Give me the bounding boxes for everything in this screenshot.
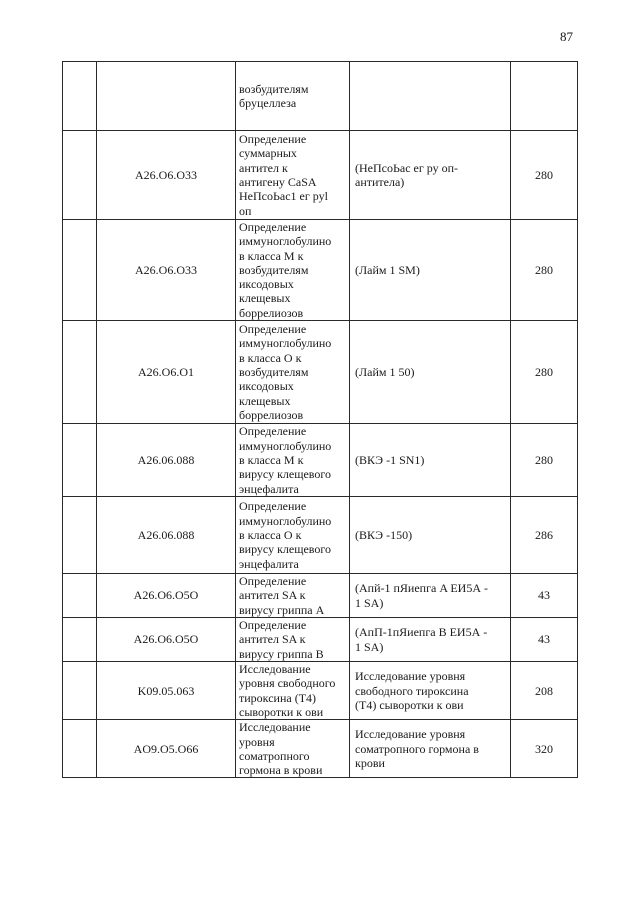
service-price: 280 [511, 424, 578, 497]
service-price: 280 [511, 220, 578, 321]
service-name: Определение иммуноглобулино в класса O к возбудителям иксодовых клещевых боррелиозов [236, 321, 350, 424]
service-name: Определение антител SA к вирусу гриппа B [236, 618, 350, 662]
row-number-cell [63, 62, 97, 131]
service-price: 43 [511, 574, 578, 618]
table-row [63, 662, 578, 720]
table-row [63, 220, 578, 321]
service-name: возбудителям бруцеллеза [236, 62, 350, 131]
service-description: (АпП-1пЯиепга B ЕИ5А - 1 SA) [350, 618, 511, 662]
service-code: A26.O6.O33 [97, 220, 236, 321]
service-code: K09.05.063 [97, 662, 236, 720]
service-price [511, 62, 578, 131]
row-number-cell [63, 618, 97, 662]
page-number: 87 [560, 29, 573, 44]
service-price: 280 [511, 321, 578, 424]
row-number-cell [63, 497, 97, 574]
service-price: 280 [511, 131, 578, 220]
service-name: Определение суммарных антител к антигену CaSA НеПсоЬас1 ег руl оп [236, 131, 350, 220]
table-row [63, 131, 578, 220]
service-code: A26.O6.O5O [97, 574, 236, 618]
table-row [63, 321, 578, 424]
service-name: Исследование уровня соматропного гормона в крови [236, 720, 350, 778]
service-price: 43 [511, 618, 578, 662]
service-price: 208 [511, 662, 578, 720]
service-code [97, 62, 236, 131]
service-name: Определение иммуноглобулино в класса M к возбудителям иксодовых клещевых боррелиозов [236, 220, 350, 321]
table-row [63, 720, 578, 778]
service-code: A26.O6.O33 [97, 131, 236, 220]
service-description: (ВКЭ -150) [350, 497, 511, 574]
service-name: Определение иммуноглобулино в класса M к вирусу клещевого энцефалита [236, 424, 350, 497]
row-number-cell [63, 220, 97, 321]
services-table [62, 61, 578, 778]
row-number-cell [63, 574, 97, 618]
service-description: (Лайм 1 50) [350, 321, 511, 424]
service-description: Исследование уровня соматропного гормона в крови [350, 720, 511, 778]
service-name: Исследование уровня свободного тироксина (T4) сыворотки к ови [236, 662, 350, 720]
table-row [63, 424, 578, 497]
service-description: (ВКЭ -1 SN1) [350, 424, 511, 497]
service-description [350, 62, 511, 131]
row-number-cell [63, 720, 97, 778]
service-code: A26.O6.O1 [97, 321, 236, 424]
table-row [63, 62, 578, 131]
table-row [63, 497, 578, 574]
service-name: Определение антител SA к вирусу гриппа A [236, 574, 350, 618]
service-price: 320 [511, 720, 578, 778]
row-number-cell [63, 662, 97, 720]
service-description: Исследование уровня свободного тироксина (T4) сыворотки к ови [350, 662, 511, 720]
service-description: (Апй-1 пЯиепга A ЕИ5А - 1 SA) [350, 574, 511, 618]
service-code: AO9.O5.O66 [97, 720, 236, 778]
service-price: 286 [511, 497, 578, 574]
service-description: (Лайм 1 SM) [350, 220, 511, 321]
service-code: A26.06.088 [97, 424, 236, 497]
row-number-cell [63, 321, 97, 424]
table-row [63, 618, 578, 662]
service-description: (НеПсоЬас ег ру оп- антитела) [350, 131, 511, 220]
row-number-cell [63, 131, 97, 220]
service-name: Определение иммуноглобулино в класса O к вирусу клещевого энцефалита [236, 497, 350, 574]
table-row [63, 574, 578, 618]
row-number-cell [63, 424, 97, 497]
service-code: A26.O6.O5O [97, 618, 236, 662]
service-code: A26.06.088 [97, 497, 236, 574]
